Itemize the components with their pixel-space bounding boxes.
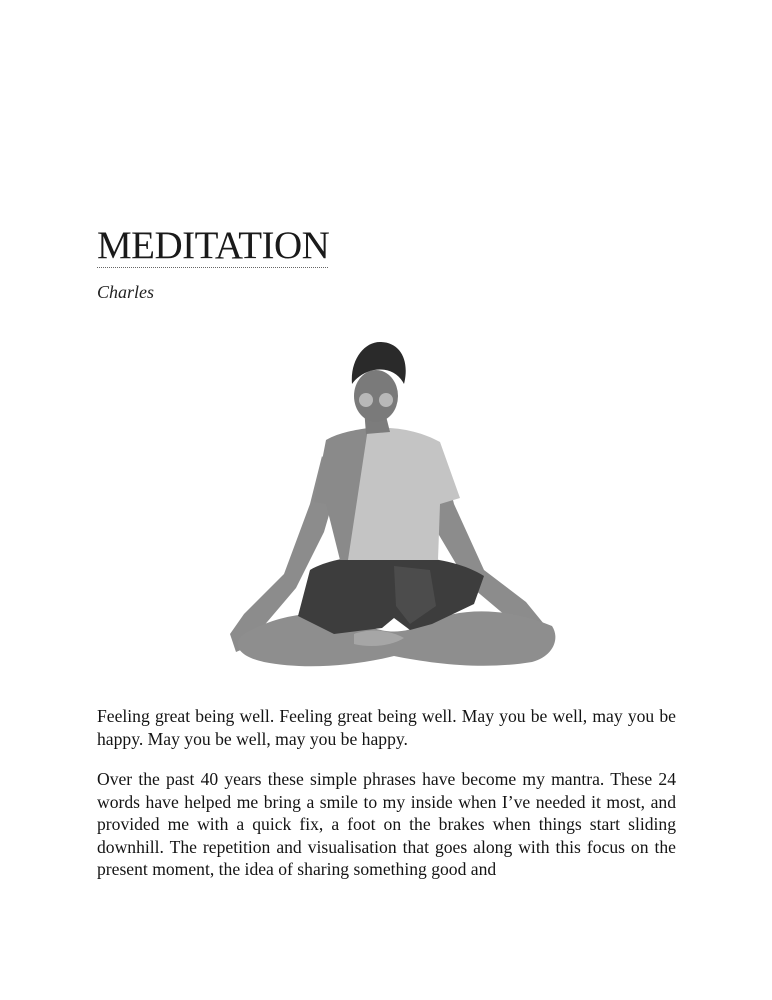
title-underline [97, 267, 328, 268]
body-paragraph-1: Feeling great being well. Feeling great being well. May you be well, may you be happy. May you be well, may you be happy. [97, 706, 676, 749]
author-name: Charles [97, 282, 155, 302]
meditating-person-illustration [214, 334, 560, 672]
body-paragraph-2: Over the past 40 years these simple phrases have become my mantra. These 24 words have helped me bring a smile to my inside when I’ve needed it most, and provided me with a quick fix, a foot on the brakes when things start sliding downhill. The repetition and visualisation that goes along with this focus on the present moment, the idea of sharing something good and [97, 769, 676, 879]
page-title: MEDITATION [97, 224, 330, 267]
